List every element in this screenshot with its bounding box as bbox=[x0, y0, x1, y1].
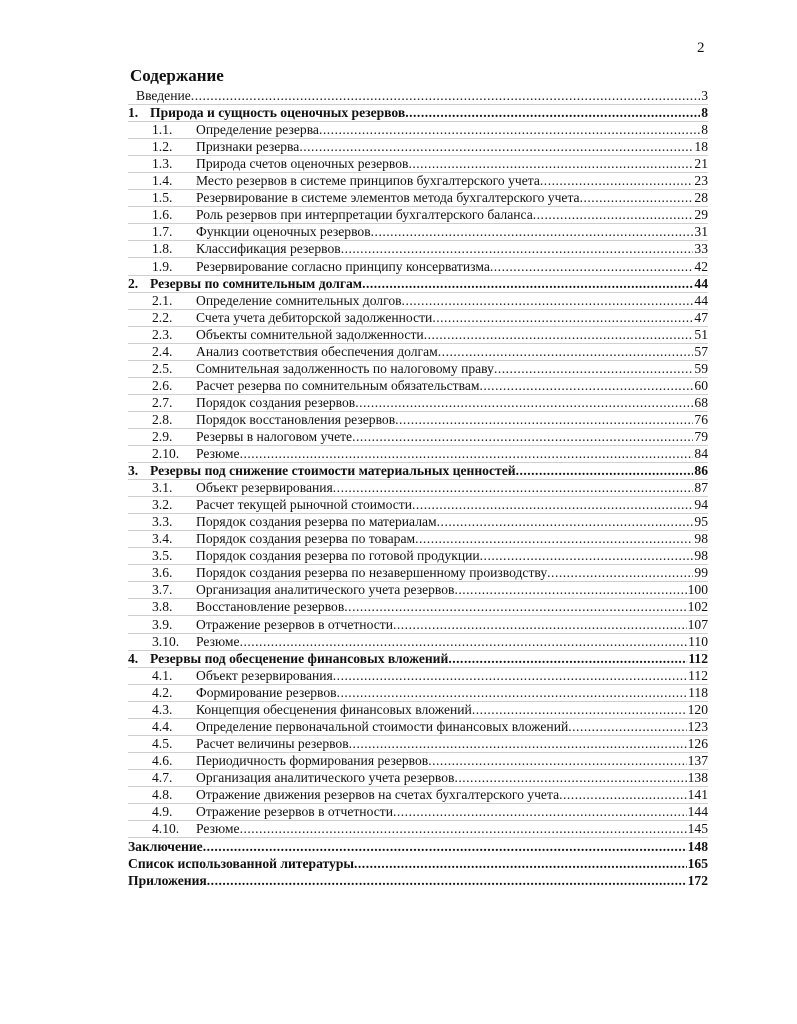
toc-entry[interactable] bbox=[128, 156, 708, 173]
toc-entry[interactable] bbox=[128, 787, 708, 804]
toc-entry-label: Порядок создания резерва по материалам bbox=[196, 514, 437, 530]
dot-leader bbox=[428, 752, 686, 769]
toc-entry-number: 3.1. bbox=[152, 480, 173, 496]
toc-entry-page: 3 bbox=[701, 88, 708, 104]
dot-leader bbox=[393, 616, 687, 633]
toc-entry-label: Функции оценочных резервов bbox=[196, 224, 371, 240]
toc-entry-label: Расчет резерва по сомнительным обязательствам bbox=[196, 377, 480, 393]
toc-entry-label: Введение bbox=[136, 88, 191, 104]
toc-entry-number: 2.3. bbox=[152, 326, 173, 342]
toc-entry-page: 87 bbox=[694, 480, 708, 496]
toc-entry-page: 47 bbox=[694, 309, 708, 325]
toc-entry-number: 1.3. bbox=[152, 156, 173, 172]
toc-entry[interactable] bbox=[128, 616, 708, 633]
dot-leader bbox=[333, 479, 694, 496]
dot-leader bbox=[568, 718, 686, 735]
toc-entry-label: Объекты сомнительной задолженности bbox=[196, 326, 424, 342]
toc-entry-label: Заключение bbox=[128, 839, 203, 855]
toc-entry-label: Объект резервирования bbox=[196, 480, 333, 496]
dot-leader bbox=[580, 189, 694, 206]
toc-entry-page: 44 bbox=[694, 275, 708, 291]
toc-entry-page: 148 bbox=[687, 839, 708, 855]
toc-entry-page: 31 bbox=[694, 224, 708, 240]
toc-entry-page: 144 bbox=[687, 804, 708, 820]
toc-entry[interactable] bbox=[128, 412, 708, 429]
toc-entry-page: 76 bbox=[694, 411, 708, 427]
toc-entry[interactable] bbox=[128, 872, 708, 889]
toc-entry[interactable] bbox=[128, 327, 708, 344]
toc-entry-number: 4.3. bbox=[152, 701, 173, 717]
toc-entry[interactable] bbox=[128, 224, 708, 241]
toc-entry-page: 23 bbox=[694, 173, 708, 189]
toc-entry-number: 3.5. bbox=[152, 548, 173, 564]
toc-entry[interactable] bbox=[128, 429, 708, 446]
toc-entry-page: 118 bbox=[688, 684, 708, 700]
toc-entry-number: 2.4. bbox=[152, 343, 173, 359]
toc-entry-number: 4.4. bbox=[152, 718, 173, 734]
dot-leader bbox=[402, 292, 694, 309]
dot-leader bbox=[240, 820, 687, 837]
toc-entry[interactable] bbox=[128, 582, 708, 599]
toc-entry[interactable] bbox=[128, 480, 708, 497]
toc-entry-page: 95 bbox=[694, 514, 708, 530]
toc-entry[interactable] bbox=[128, 88, 708, 105]
toc-entry-label: Порядок создания резерва по готовой продукции bbox=[196, 548, 480, 564]
toc-entry-label: Резервы по сомнительным долгам bbox=[150, 275, 363, 291]
toc-entry-page: 123 bbox=[687, 718, 708, 734]
toc-entry-number: 1.4. bbox=[152, 173, 173, 189]
toc-entry[interactable] bbox=[128, 531, 708, 548]
toc-entry-page: 33 bbox=[694, 241, 708, 257]
toc-entry-label: Приложения bbox=[128, 873, 207, 889]
toc-entry-number: 2. bbox=[128, 275, 139, 291]
dot-leader bbox=[494, 360, 693, 377]
toc-entry[interactable] bbox=[128, 173, 708, 190]
dot-leader bbox=[490, 258, 694, 275]
dot-leader bbox=[362, 275, 693, 292]
toc-entry-number: 4.1. bbox=[152, 667, 173, 683]
table-of-contents bbox=[128, 88, 708, 889]
dot-leader bbox=[454, 581, 686, 598]
toc-entry-number: 3. bbox=[128, 463, 139, 479]
toc-entry-label: Резервирование согласно принципу консерватизма bbox=[196, 258, 490, 274]
dot-leader bbox=[412, 496, 693, 513]
toc-entry-number: 3.2. bbox=[152, 497, 173, 513]
dot-leader bbox=[240, 445, 694, 462]
toc-entry-number: 1.5. bbox=[152, 190, 173, 206]
toc-entry-label: Определение резерва bbox=[196, 122, 319, 138]
toc-entry-label: Анализ соответствия обеспечения долгам bbox=[196, 343, 438, 359]
toc-entry-label: Резервирование в системе элементов метода бухгалтерского учета bbox=[196, 190, 580, 206]
toc-entry-page: 120 bbox=[687, 701, 708, 717]
toc-entry[interactable] bbox=[128, 804, 708, 821]
toc-entry-page: 102 bbox=[687, 599, 708, 615]
toc-entry-label: Классификация резервов bbox=[196, 241, 341, 257]
toc-entry-number: 4.6. bbox=[152, 752, 173, 768]
toc-entry-number: 1. bbox=[128, 105, 139, 121]
dot-leader bbox=[203, 838, 687, 855]
toc-entry-label: Резюме bbox=[196, 633, 240, 649]
toc-entry-page: 68 bbox=[694, 394, 708, 410]
toc-entry-number: 4.5. bbox=[152, 735, 173, 751]
toc-entry-page: 44 bbox=[694, 292, 708, 308]
toc-entry-number: 3.3. bbox=[152, 514, 173, 530]
toc-entry-number: 1.7. bbox=[152, 224, 173, 240]
toc-entry-number: 4.7. bbox=[152, 769, 173, 785]
toc-entry-number: 3.9. bbox=[152, 616, 173, 632]
toc-entry-page: 21 bbox=[694, 156, 708, 172]
toc-entry-label: Природа счетов оценочных резервов bbox=[196, 156, 409, 172]
toc-entry-page: 8 bbox=[701, 122, 708, 138]
toc-entry[interactable] bbox=[128, 702, 708, 719]
toc-entry[interactable] bbox=[128, 105, 708, 122]
dot-leader bbox=[371, 223, 694, 240]
toc-entry-page: 57 bbox=[694, 343, 708, 359]
dot-leader bbox=[191, 87, 700, 104]
toc-entry-label: Порядок создания резерва по товарам bbox=[196, 531, 416, 547]
toc-entry-label: Восстановление резервов bbox=[196, 599, 345, 615]
toc-entry-page: 112 bbox=[688, 667, 708, 683]
toc-entry-page: 172 bbox=[687, 873, 708, 889]
toc-entry-label: Роль резервов при интерпретации бухгалтерского баланса bbox=[196, 207, 533, 223]
toc-entry[interactable] bbox=[128, 514, 708, 531]
dot-leader bbox=[454, 769, 686, 786]
toc-title: Содержание bbox=[130, 66, 224, 85]
toc-entry-number: 2.6. bbox=[152, 377, 173, 393]
toc-entry-number: 3.10. bbox=[152, 633, 180, 649]
dot-leader bbox=[207, 872, 687, 889]
toc-entry[interactable] bbox=[128, 634, 708, 651]
toc-entry-page: 59 bbox=[694, 360, 708, 376]
dot-leader bbox=[415, 530, 693, 547]
toc-entry-number: 4.2. bbox=[152, 684, 173, 700]
toc-entry[interactable] bbox=[128, 378, 708, 395]
dot-leader bbox=[319, 121, 700, 138]
toc-entry-label: Признаки резерва bbox=[196, 139, 300, 155]
toc-entry[interactable] bbox=[128, 361, 708, 378]
toc-entry[interactable] bbox=[128, 565, 708, 582]
toc-entry[interactable] bbox=[128, 463, 708, 480]
toc-entry-page: 107 bbox=[687, 616, 708, 632]
dot-leader bbox=[438, 343, 694, 360]
toc-entry[interactable] bbox=[128, 548, 708, 565]
dot-leader bbox=[395, 411, 693, 428]
toc-entry-page: 145 bbox=[687, 821, 708, 837]
toc-entry-page: 42 bbox=[694, 258, 708, 274]
toc-entry-number: 4.9. bbox=[152, 804, 173, 820]
toc-entry-number: 1.9. bbox=[152, 258, 173, 274]
toc-entry-number: 4.8. bbox=[152, 786, 173, 802]
dot-leader bbox=[341, 240, 694, 257]
toc-entry[interactable] bbox=[128, 258, 708, 275]
toc-entry-page: 94 bbox=[694, 497, 708, 513]
toc-entry-page: 84 bbox=[694, 446, 708, 462]
toc-entry-label: Порядок восстановления резервов bbox=[196, 411, 396, 427]
toc-entry[interactable] bbox=[128, 310, 708, 327]
toc-entry-label: Отражение движения резервов на счетах бухгалтерского учета bbox=[196, 786, 560, 802]
toc-entry-label: Периодичность формирования резервов bbox=[196, 752, 429, 768]
toc-entry-page: 141 bbox=[687, 786, 708, 802]
toc-entry[interactable] bbox=[128, 241, 708, 258]
toc-entry-page: 28 bbox=[694, 190, 708, 206]
toc-entry-label: Резервы в налоговом учете bbox=[196, 428, 353, 444]
toc-entry[interactable] bbox=[128, 207, 708, 224]
toc-entry-number: 2.2. bbox=[152, 309, 173, 325]
toc-entry[interactable] bbox=[128, 599, 708, 616]
toc-entry-label: Список использованной литературы bbox=[128, 856, 354, 872]
dot-leader bbox=[516, 462, 694, 479]
toc-entry[interactable] bbox=[128, 139, 708, 156]
toc-entry[interactable] bbox=[128, 685, 708, 702]
toc-entry-label: Сомнительная задолженность по налоговому праву bbox=[196, 360, 494, 376]
toc-entry-page: 165 bbox=[687, 856, 708, 872]
dot-leader bbox=[437, 513, 694, 530]
dot-leader bbox=[432, 309, 693, 326]
toc-entry-page: 79 bbox=[694, 428, 708, 444]
dot-leader bbox=[540, 172, 694, 189]
toc-entry-label: Счета учета дебиторской задолженности bbox=[196, 309, 433, 325]
dot-leader bbox=[240, 633, 688, 650]
dot-leader bbox=[424, 326, 694, 343]
toc-entry[interactable] bbox=[128, 719, 708, 736]
toc-entry-page: 110 bbox=[688, 633, 708, 649]
toc-entry-label: Резюме bbox=[196, 821, 240, 837]
dot-leader bbox=[472, 701, 687, 718]
toc-entry[interactable] bbox=[128, 736, 708, 753]
toc-entry-label: Резервы под обесценение финансовых вложений bbox=[150, 650, 449, 666]
toc-entry-number: 3.4. bbox=[152, 531, 173, 547]
dot-leader bbox=[352, 428, 693, 445]
dot-leader bbox=[354, 855, 687, 872]
toc-entry[interactable] bbox=[128, 395, 708, 412]
dot-leader bbox=[448, 650, 687, 667]
toc-entry[interactable] bbox=[128, 838, 708, 855]
dot-leader bbox=[349, 735, 687, 752]
toc-entry-number: 2.9. bbox=[152, 428, 173, 444]
toc-entry[interactable] bbox=[128, 668, 708, 685]
toc-entry-label: Расчет величины резервов bbox=[196, 735, 349, 751]
dot-leader bbox=[480, 547, 694, 564]
toc-entry-label: Природа и сущность оценочных резервов bbox=[150, 105, 406, 121]
dot-leader bbox=[533, 206, 694, 223]
toc-entry[interactable] bbox=[128, 293, 708, 310]
dot-leader bbox=[299, 138, 693, 155]
toc-entry-label: Объект резервирования bbox=[196, 667, 333, 683]
toc-entry[interactable] bbox=[128, 821, 708, 838]
toc-entry[interactable] bbox=[128, 276, 708, 293]
toc-entry-number: 2.7. bbox=[152, 394, 173, 410]
toc-entry-number: 2.5. bbox=[152, 360, 173, 376]
toc-entry-page: 18 bbox=[694, 139, 708, 155]
toc-entry-number: 3.6. bbox=[152, 565, 173, 581]
toc-entry[interactable] bbox=[128, 770, 708, 787]
toc-entry-label: Организация аналитического учета резервов bbox=[196, 769, 455, 785]
dot-leader bbox=[479, 377, 693, 394]
toc-entry-page: 138 bbox=[687, 769, 708, 785]
toc-entry-label: Формирование резервов bbox=[196, 684, 337, 700]
dot-leader bbox=[355, 394, 693, 411]
toc-entry[interactable] bbox=[128, 344, 708, 361]
toc-entry-page: 29 bbox=[694, 207, 708, 223]
toc-entry-page: 137 bbox=[687, 752, 708, 768]
toc-entry[interactable] bbox=[128, 497, 708, 514]
toc-entry[interactable] bbox=[128, 753, 708, 770]
toc-entry[interactable] bbox=[128, 122, 708, 139]
toc-entry-label: Резюме bbox=[196, 446, 240, 462]
toc-entry-number: 3.7. bbox=[152, 582, 173, 598]
dot-leader bbox=[337, 684, 688, 701]
dot-leader bbox=[547, 564, 693, 581]
dot-leader bbox=[408, 155, 693, 172]
dot-leader bbox=[405, 104, 700, 121]
toc-entry-label: Концепция обесценения финансовых вложений bbox=[196, 701, 472, 717]
toc-entry-page: 126 bbox=[687, 735, 708, 751]
toc-entry[interactable] bbox=[128, 651, 708, 668]
toc-entry[interactable] bbox=[128, 190, 708, 207]
toc-entry-label: Отражение резервов в отчетности bbox=[196, 616, 393, 632]
toc-entry-page: 86 bbox=[694, 463, 708, 479]
toc-entry-label: Порядок создания резерва по незавершенному производству bbox=[196, 565, 548, 581]
toc-entry-label: Определение первоначальной стоимости финансовых вложений bbox=[196, 718, 569, 734]
page-number: 2 bbox=[697, 40, 705, 56]
toc-entry-number: 3.8. bbox=[152, 599, 173, 615]
toc-entry-number: 1.1. bbox=[152, 122, 173, 138]
dot-leader bbox=[344, 598, 686, 615]
dot-leader bbox=[559, 786, 687, 803]
toc-entry-number: 1.2. bbox=[152, 139, 173, 155]
toc-entry-label: Резервы под снижение стоимости материальных ценностей bbox=[150, 463, 516, 479]
toc-entry-label: Место резервов в системе принципов бухгалтерского учета bbox=[196, 173, 540, 189]
toc-entry-page: 8 bbox=[701, 105, 708, 121]
toc-entry[interactable] bbox=[128, 855, 708, 872]
dot-leader bbox=[333, 667, 687, 684]
toc-entry-number: 4. bbox=[128, 650, 139, 666]
toc-entry-page: 98 bbox=[694, 548, 708, 564]
toc-entry-label: Отражение резервов в отчетности bbox=[196, 804, 393, 820]
toc-entry-page: 51 bbox=[694, 326, 708, 342]
toc-entry-page: 60 bbox=[694, 377, 708, 393]
toc-entry-number: 4.10. bbox=[152, 821, 180, 837]
toc-entry[interactable] bbox=[128, 446, 708, 463]
toc-entry-label: Организация аналитического учета резервов bbox=[196, 582, 455, 598]
toc-entry-number: 1.8. bbox=[152, 241, 173, 257]
toc-entry-number: 2.1. bbox=[152, 292, 173, 308]
dot-leader bbox=[393, 803, 687, 820]
toc-entry-label: Определение сомнительных долгов bbox=[196, 292, 402, 308]
toc-entry-label: Расчет текущей рыночной стоимости bbox=[196, 497, 413, 513]
toc-entry-number: 2.8. bbox=[152, 411, 173, 427]
toc-entry-number: 2.10. bbox=[152, 446, 180, 462]
toc-entry-page: 112 bbox=[688, 650, 708, 666]
toc-entry-label: Порядок создания резервов bbox=[196, 394, 356, 410]
toc-entry-page: 98 bbox=[694, 531, 708, 547]
toc-entry-page: 100 bbox=[687, 582, 708, 598]
toc-entry-page: 99 bbox=[694, 565, 708, 581]
toc-entry-number: 1.6. bbox=[152, 207, 173, 223]
